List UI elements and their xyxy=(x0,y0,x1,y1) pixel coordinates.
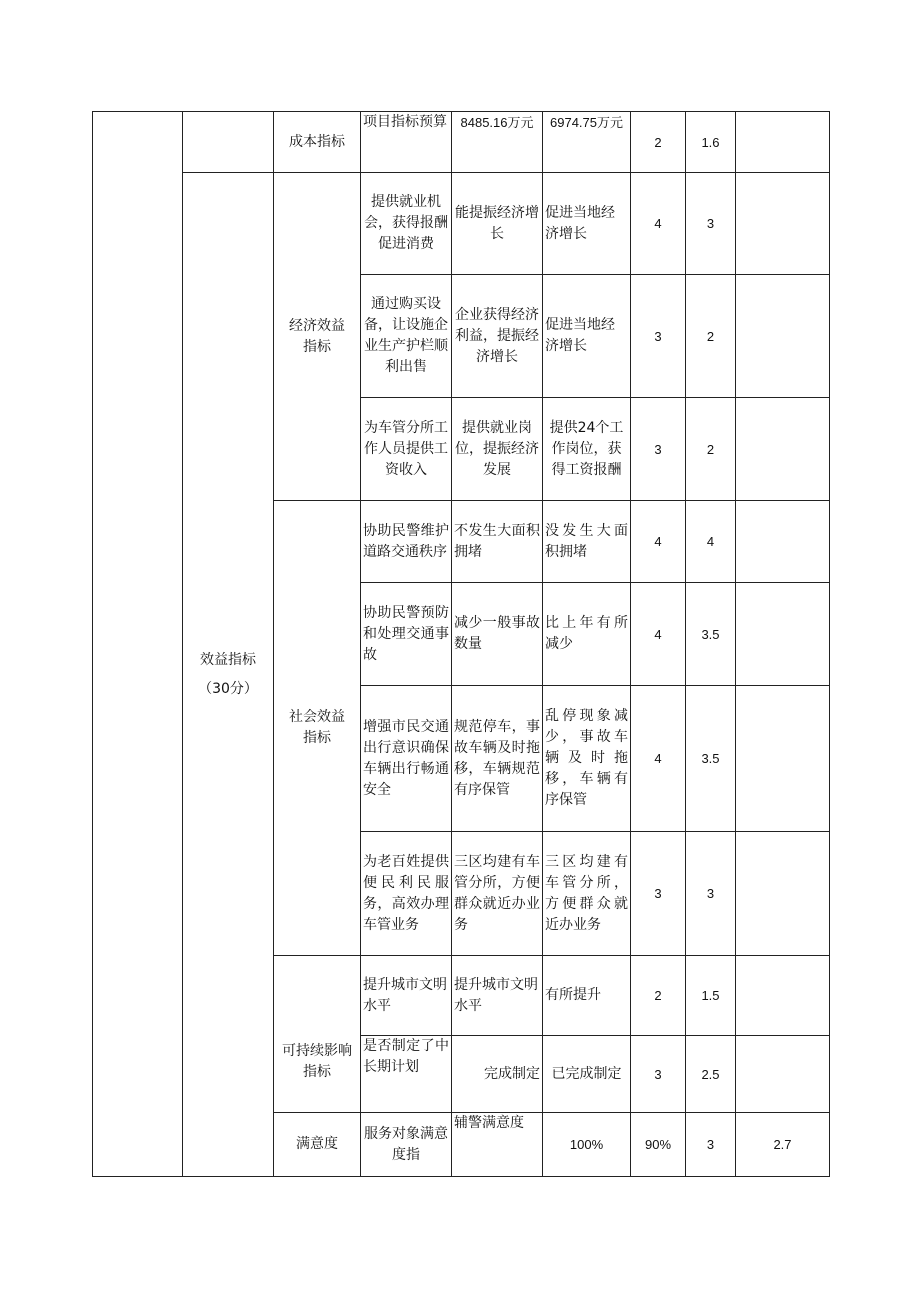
remark-cell xyxy=(736,173,830,275)
actual-cell: 提供24个工作岗位，获得工资报酬 xyxy=(543,398,631,501)
actual-cell: 三区均建有车管分所，方便群众就近办业务 xyxy=(543,832,631,956)
weight-cell: 2 xyxy=(631,112,686,173)
indicator-cell: 提供就业机会，获得报酬促进消费 xyxy=(361,173,452,275)
weight-cell: 4 xyxy=(631,173,686,275)
target-cell: 完成制定 xyxy=(452,1036,543,1113)
score-cell: 3 xyxy=(686,173,736,275)
remark-cell xyxy=(736,956,830,1036)
performance-table xyxy=(92,111,830,1177)
score-cell: 4 xyxy=(686,501,736,583)
indicator-cell: 为车管分所工作人员提供工资收入 xyxy=(361,398,452,501)
target-cell: 8485.16万元 xyxy=(452,112,543,173)
target-cell: 三区均建有车管分所，方便群众就近办业务 xyxy=(452,832,543,956)
actual-cell: 90% xyxy=(631,1113,686,1177)
indicator-cell: 为老百姓提供便民利民服务，高效办理车管业务 xyxy=(361,832,452,956)
weight-cell: 4 xyxy=(631,583,686,686)
remark-cell xyxy=(736,583,830,686)
level2-cost-cell: 成本指标 xyxy=(274,112,361,173)
blank-level1-cell xyxy=(183,112,274,173)
score-cell: 2 xyxy=(686,275,736,398)
actual-cell: 比上年有所减少 xyxy=(543,583,631,686)
indicator-cell: 项目指标预算 xyxy=(361,112,452,173)
target-cell: 减少一般事故数量 xyxy=(452,583,543,686)
weight-cell: 4 xyxy=(631,686,686,832)
target-cell: 提升城市文明水平 xyxy=(452,956,543,1036)
table-row xyxy=(93,173,830,275)
score-cell: 3.5 xyxy=(686,583,736,686)
score-cell: 3 xyxy=(686,832,736,956)
indicator-cell: 辅警满意度 xyxy=(452,1113,543,1177)
target-cell: 规范停车，事故车辆及时拖移，车辆规范有序保管 xyxy=(452,686,543,832)
indicator-cell: 协助民警维护道路交通秩序 xyxy=(361,501,452,583)
score-cell: 1.5 xyxy=(686,956,736,1036)
score-cell: 1.6 xyxy=(686,112,736,173)
target-cell: 企业获得经济利益，提振经济增长 xyxy=(452,275,543,398)
blank-first-column-cell xyxy=(93,112,183,1177)
level2-sustainable-cell: 可持续影响指标 xyxy=(274,956,361,1113)
actual-cell: 有所提升 xyxy=(543,956,631,1036)
weight-cell: 3 xyxy=(631,832,686,956)
indicator-cell: 提升城市文明水平 xyxy=(361,956,452,1036)
indicator-cell: 协助民警预防和处理交通事故 xyxy=(361,583,452,686)
score-cell: 2.5 xyxy=(686,1036,736,1113)
target-cell: 100% xyxy=(543,1113,631,1177)
weight-cell: 3 xyxy=(631,1036,686,1113)
table-row xyxy=(93,112,830,173)
actual-cell: 促进当地经济增长 xyxy=(543,275,631,398)
level1-benefit-label: 效益指标 xyxy=(200,651,256,668)
actual-cell: 已完成制定 xyxy=(543,1036,631,1113)
level2-economic-cell: 经济效益指标 xyxy=(274,173,361,501)
remark-cell xyxy=(736,832,830,956)
score-cell: 3.5 xyxy=(686,686,736,832)
weight-cell: 2 xyxy=(631,956,686,1036)
level2-social-cell: 社会效益指标 xyxy=(274,501,361,956)
score-cell: 2.7 xyxy=(736,1113,830,1177)
remark-cell xyxy=(736,501,830,583)
target-cell: 不发生大面积拥堵 xyxy=(452,501,543,583)
indicator-cell: 通过购买设备，让设施企业生产护栏顺利出售 xyxy=(361,275,452,398)
remark-cell xyxy=(736,1036,830,1113)
level1-benefit-cell xyxy=(183,173,274,1177)
weight-cell: 3 xyxy=(686,1113,736,1177)
remark-cell xyxy=(736,686,830,832)
actual-cell: 乱停现象减少，事故车辆及时拖移，车辆有序保管 xyxy=(543,686,631,832)
level1-benefit-score: （30分） xyxy=(198,680,258,697)
target-cell: 提供就业岗位，提振经济发展 xyxy=(452,398,543,501)
score-cell: 2 xyxy=(686,398,736,501)
remark-cell xyxy=(736,112,830,173)
actual-cell: 6974.75万元 xyxy=(543,112,631,173)
actual-cell: 促进当地经济增长 xyxy=(543,173,631,275)
actual-cell: 没发生大面积拥堵 xyxy=(543,501,631,583)
weight-cell: 3 xyxy=(631,275,686,398)
weight-cell: 3 xyxy=(631,398,686,501)
target-cell: 能提振经济增长 xyxy=(452,173,543,275)
remark-cell xyxy=(736,275,830,398)
level2-service-cell: 服务对象满意度指 xyxy=(361,1113,452,1177)
weight-cell: 4 xyxy=(631,501,686,583)
indicator-cell: 是否制定了中长期计划 xyxy=(361,1036,452,1113)
level1-satisfaction-cell: 满意度 xyxy=(274,1113,361,1177)
remark-cell xyxy=(736,398,830,501)
indicator-cell: 增强市民交通出行意识确保车辆出行畅通安全 xyxy=(361,686,452,832)
